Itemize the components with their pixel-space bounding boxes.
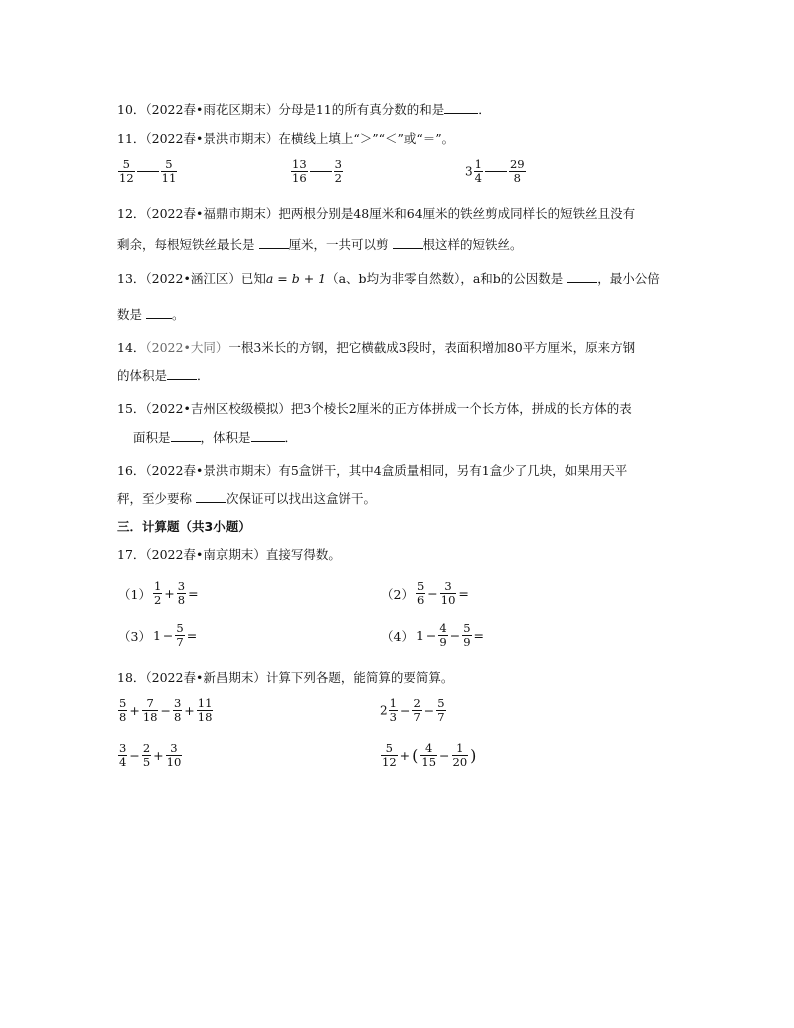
fraction: $\frac{5}{6}$ (416, 579, 425, 607)
question-text: 有5盒饼干，其中4盒质量相同，另有1盒少了几块，如果用天平 (278, 463, 628, 478)
fraction: $\frac{13}{16}$ (292, 157, 307, 185)
compare-blank[interactable] (310, 171, 332, 172)
question-text: 在横线上填上“＞”“＜”或“＝”。 (278, 131, 455, 146)
question-source: （2022•涵江区） (145, 271, 241, 286)
formula: a = b + 1 (265, 271, 327, 286)
question-number: 16． (117, 463, 146, 478)
expression-3: $\frac{3}{4}$ − $\frac{2}{5}$ + $\frac{3}{10}$ (119, 741, 182, 769)
answer-blank[interactable] (146, 306, 172, 319)
question-15 (117, 400, 632, 418)
question-number: 11． (117, 131, 146, 146)
question-18 (117, 669, 453, 687)
question-text: 分母是11的所有真分数的和是 (278, 102, 445, 117)
answer-blank[interactable] (567, 270, 597, 283)
answer-blank[interactable] (167, 367, 197, 380)
compare-item-3: 3 $\frac{1}{4}$ $\frac{29}{8}$ (465, 157, 525, 185)
question-12-line-2: 剩余，每根短铁丝最长是 厘米，一共可以剪 根这样的短铁丝。 (117, 237, 523, 252)
question-number: 15． (117, 401, 146, 416)
fraction: $\frac{4}{9}$ (439, 621, 447, 649)
problem-3: （3） 1 − $\frac{5}{7}$ = (118, 621, 198, 649)
question-number: 14． (117, 340, 146, 355)
fraction: $\frac{5}{9}$ (463, 621, 471, 649)
answer-blank[interactable] (444, 101, 478, 114)
question-10: 10．（2022春•雨花区期末）分母是11的所有真分数的和是 ． (117, 102, 491, 117)
answer-blank[interactable] (196, 490, 226, 503)
answer-blank[interactable] (251, 429, 285, 442)
compare-item-2 (290, 158, 344, 185)
question-source: （2022春•景洪市期末） (145, 131, 279, 146)
question-source: （2022•大同） (145, 340, 229, 355)
fraction: $\frac{3}{8}$ (177, 579, 186, 607)
question-number: 13． (117, 271, 146, 286)
answer-blank[interactable] (259, 236, 289, 249)
fraction: $\frac{5}{7}$ (176, 621, 184, 649)
question-12 (117, 205, 635, 223)
question-text: 计算下列各题，能简算的要简算。 (265, 670, 454, 685)
fraction: $\frac{1}{2}$ (153, 579, 162, 607)
section-heading: 三．计算题（共3小题） (117, 519, 251, 534)
question-number: 17． (117, 547, 146, 562)
problem-2: （2） $\frac{5}{6}$ − $\frac{3}{10}$ = (381, 579, 469, 607)
question-16-line-2: 秤，至少要称 次保证可以找出这盒饼干。 (117, 491, 377, 506)
question-source: （2022春•景洪市期末） (145, 463, 279, 478)
question-text: 把3个棱长2厘米的正方体拼成一个长方体，拼成的长方体的表 (290, 401, 632, 416)
question-number: 10． (117, 102, 146, 117)
fraction: $\frac{3}{10}$ (440, 579, 456, 607)
fraction: $\frac{29}{8}$ (509, 157, 525, 185)
question-11 (117, 130, 454, 148)
fraction: $\frac{1}{4}$ (474, 157, 482, 185)
expression-1: $\frac{5}{8}$ + $\frac{7}{18}$ − $\frac{3}{8}$ + $\frac{11}{18}$ (119, 696, 213, 724)
fraction: $\frac{3}{2}$ (334, 157, 342, 185)
question-13-line-2: 数是 。 (117, 307, 185, 322)
question-text: 把两根分别是48厘米和64厘米的铁丝剪成同样长的短铁丝且没有 (278, 206, 636, 221)
question-text: 一根3米长的方钢，把它横截成3段时，表面积增加80平方厘米，原来方钢 (228, 340, 636, 355)
question-source: （2022•吉州区校级模拟） (145, 401, 291, 416)
question-source: （2022春•南京期末） (145, 547, 266, 562)
compare-item-1 (117, 158, 178, 185)
answer-blank[interactable] (393, 236, 423, 249)
question-text: 直接写得数。 (265, 547, 341, 562)
question-14-line-2: 的体积是 ． (117, 368, 210, 383)
question-source: （2022春•新昌期末） (145, 670, 266, 685)
fraction: $\frac{5}{12}$ (119, 157, 134, 185)
compare-blank[interactable] (485, 171, 507, 172)
question-source: （2022春•福鼎市期末） (145, 206, 279, 221)
problem-4: （4） 1 − $\frac{4}{9}$ − $\frac{5}{9}$ = (381, 621, 485, 649)
answer-blank[interactable] (171, 429, 201, 442)
question-15-line-2: 面积是 ，体积是 ． (133, 430, 298, 445)
question-number: 18． (117, 670, 146, 685)
fraction: $\frac{5}{11}$ (161, 157, 177, 185)
question-14 (117, 339, 635, 357)
question-16 (117, 462, 627, 480)
compare-blank[interactable] (137, 171, 159, 172)
question-13: 13．（2022•涵江区）已知a = b + 1（a、b均为非零自然数），a和b的公因数是 ，最小公倍 (117, 271, 660, 286)
question-number: 12． (117, 206, 146, 221)
expression-2: 2 $\frac{1}{3}$ − $\frac{2}{7}$ − $\frac{5}{7}$ (380, 696, 445, 724)
question-17 (117, 546, 341, 564)
question-source: （2022春•雨花区期末） (145, 102, 279, 117)
problem-1: （1） $\frac{1}{2}$ + $\frac{3}{8}$ = (118, 579, 199, 607)
expression-4: $\frac{5}{12}$ + ( $\frac{4}{15}$ − $\frac{1}{20}$ ) (382, 741, 477, 769)
